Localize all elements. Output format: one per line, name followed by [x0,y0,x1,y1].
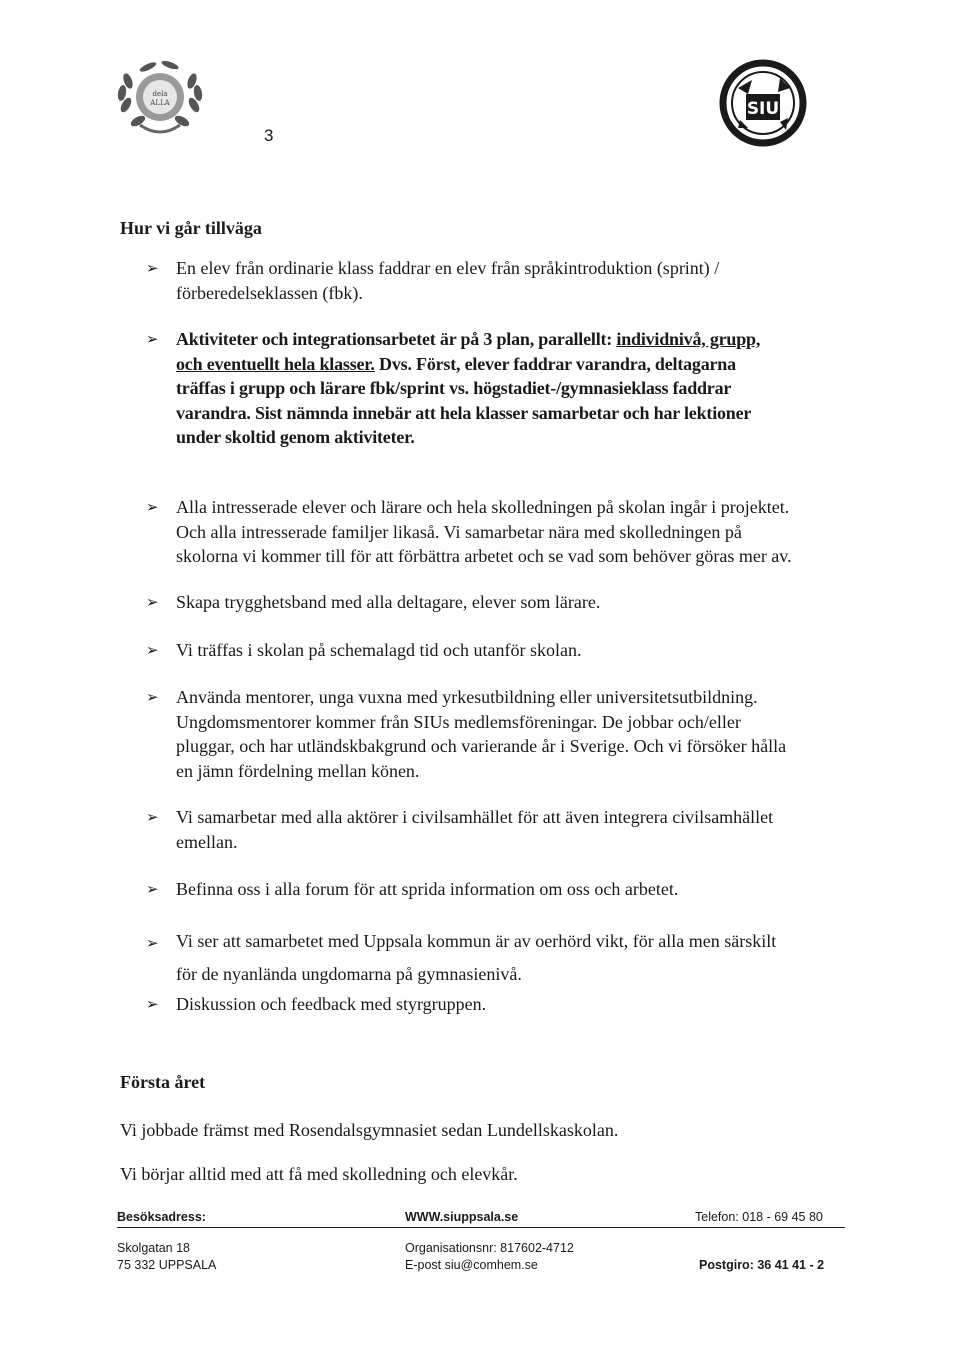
arrow-bullet-icon: ➢ [146,995,159,1013]
city-address: 75 332 UPPSALA [117,1258,217,1272]
list-item: ➢ Vi träffas i skolan på schemalagd tid och utanför skolan. [146,638,846,663]
website-link[interactable]: WWW.siuppsala.se [405,1210,519,1224]
svg-text:dela: dela [152,90,168,98]
list-item: ➢ Alla intresserade elever och lärare och hela skolledningen på skolan ingår i projektet. Och alla intresserade familjer likaså. Vi samarbetar nära med skolledningen på skolorna vi kommer till för att förbättra arbetet och se vad som behöver göras mer av. [146,497,792,566]
arrow-bullet-icon: ➢ [146,259,159,277]
svg-text:ALLA: ALLA [150,99,170,107]
postgiro: Postgiro: 36 41 41 - 2 [699,1258,825,1272]
list-item: ➢ Vi samarbetar med alla aktörer i civilsamhället för att även integrera civilsamhället emellan. [146,807,774,852]
arrow-bullet-icon: ➢ [146,498,159,516]
section-title-how: Hur vi går tillväga [120,218,262,238]
list-item: ➢ Skapa trygghetsband med alla deltagare, elever som lärare. [146,590,846,615]
arrow-bullet-icon: ➢ [146,934,159,952]
page-number: 3 [264,126,274,145]
footer-divider [117,1227,845,1228]
list-item: ➢ Befinna oss i alla forum för att sprida information om oss och arbetet. [146,877,846,902]
svg-text:SIU: SIU [746,99,780,119]
org-number: Organisationsnr: 817602-4712 [405,1241,574,1255]
paragraph: Vi jobbade främst med Rosendalsgymnasiet sedan Lundellskaskolan. [120,1120,619,1140]
alla-logo [112,55,208,141]
arrow-bullet-icon: ➢ [146,330,159,348]
email-link[interactable]: E-post siu@comhem.se [405,1258,538,1272]
arrow-bullet-icon: ➢ [146,688,159,706]
arrow-bullet-icon: ➢ [146,593,159,611]
list-item: ➢ En elev från ordinarie klass faddrar en elev från språkintroduktion (sprint) / förberedelseklassen (fbk). [146,258,720,303]
visit-address-label: Besöksadress: [117,1210,206,1224]
arrow-bullet-icon: ➢ [146,880,159,898]
list-item: ➢ Aktiviteter och integrationsarbetet är på 3 plan, parallellt: individnivå, grupp, och eventuellt hela klasser. Dvs. Först, elever faddrar varandra, deltagarna träffas i grupp och lärare fbk/sprint vs. högstadiet-/gymnasieklass faddrar varandra. Sist nämnda innebär att hela klasser samarbetar och har lektioner under skoltid genom aktiviteter. [146,329,761,447]
phone-number: Telefon: 018 - 69 45 80 [695,1210,823,1224]
arrow-bullet-icon: ➢ [146,808,159,826]
section-title-first-year: Första året [120,1072,206,1092]
street-address: Skolgatan 18 [117,1241,190,1255]
list-item: ➢ Använda mentorer, unga vuxna med yrkesutbildning eller universitetsutbildning. Ungdomsmentorer kommer från SIUs medlemsföreningar. De jobbar och/eller pluggar, och har utländskbakgrund och varierande år i Sverige. Och vi försöker hålla en jämn fördelning mellan könen. [146,687,787,781]
paragraph: Vi börjar alltid med att få med skolledning och elevkår. [120,1164,518,1184]
list-item: ➢ Vi ser att samarbetet med Uppsala kommun är av oerhörd vikt, för alla men särskilt för de nyanlända ungdomarna på gymnasienivå. [146,925,846,991]
arrow-bullet-icon: ➢ [146,641,159,659]
siu-logo [718,58,808,148]
list-item: ➢ Diskussion och feedback med styrgruppen. [146,992,846,1017]
